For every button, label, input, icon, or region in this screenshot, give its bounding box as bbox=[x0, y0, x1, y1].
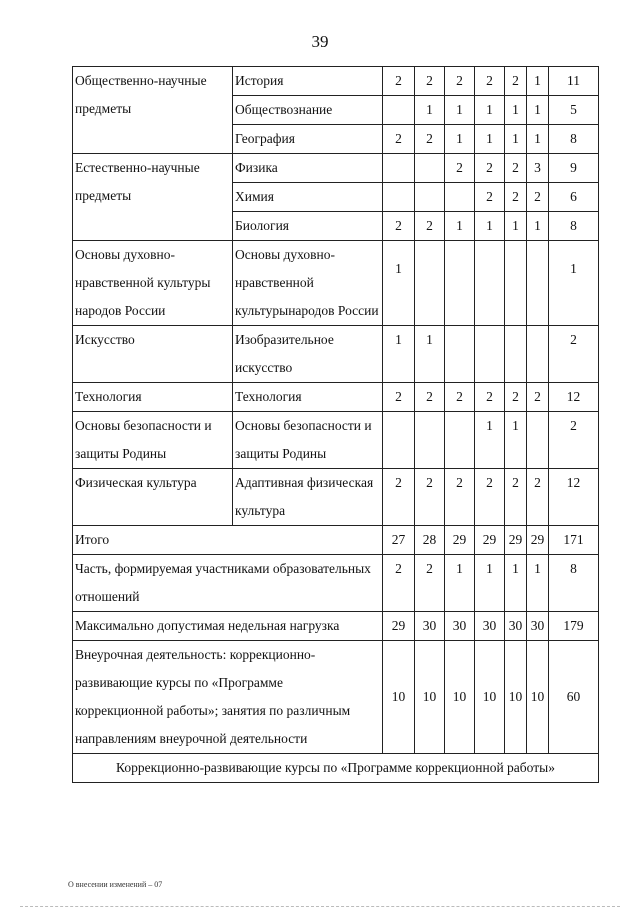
scan-artifact-line bbox=[20, 906, 620, 907]
subject-area-cell: Естественно-научные предметы bbox=[73, 154, 233, 241]
hours-cell bbox=[445, 412, 475, 469]
itogo-label: Итого bbox=[73, 526, 383, 555]
curriculum-table bbox=[72, 66, 599, 783]
hours-cell: 2 bbox=[415, 469, 445, 526]
hours-cell: 10 bbox=[527, 641, 549, 754]
total-cell: 2 bbox=[549, 412, 599, 469]
correction-courses-heading: Коррекционно-развивающие курсы по «Программе коррекционной работы» bbox=[73, 754, 599, 783]
hours-cell: 1 bbox=[475, 412, 505, 469]
hours-cell bbox=[383, 183, 415, 212]
hours-cell: 2 bbox=[383, 383, 415, 412]
footnote: О внесении изменений – 07 bbox=[68, 880, 163, 889]
hours-cell bbox=[445, 241, 475, 326]
hours-cell: 3 bbox=[527, 154, 549, 183]
hours-cell: 29 bbox=[505, 526, 527, 555]
hours-cell: 2 bbox=[475, 383, 505, 412]
hours-cell bbox=[415, 412, 445, 469]
table-row bbox=[73, 469, 599, 526]
subject-area-cell: Общественно-научные предметы bbox=[73, 67, 233, 154]
table-row bbox=[73, 154, 599, 183]
hours-cell: 2 bbox=[475, 183, 505, 212]
hours-cell: 2 bbox=[415, 555, 445, 612]
hours-cell bbox=[445, 183, 475, 212]
hours-cell: 1 bbox=[527, 67, 549, 96]
hours-cell bbox=[415, 241, 445, 326]
hours-cell: 29 bbox=[445, 526, 475, 555]
hours-cell bbox=[445, 326, 475, 383]
extracurricular-label: Внеурочная деятельность: коррекционно-развивающие курсы по «Программе коррекционной работы»; занятия по различным направлениям внеурочной деятельности bbox=[73, 641, 383, 754]
hours-cell: 2 bbox=[415, 125, 445, 154]
hours-cell: 2 bbox=[505, 183, 527, 212]
hours-cell: 2 bbox=[475, 67, 505, 96]
subject-area-cell: Основы духовно-нравственной культуры народов России bbox=[73, 241, 233, 326]
subject-cell: География bbox=[233, 125, 383, 154]
hours-cell: 2 bbox=[445, 383, 475, 412]
subject-cell: Технология bbox=[233, 383, 383, 412]
hours-cell: 1 bbox=[445, 125, 475, 154]
hours-cell: 1 bbox=[505, 555, 527, 612]
total-cell: 179 bbox=[549, 612, 599, 641]
subject-cell: Основы духовно-нравственной культурынародов России bbox=[233, 241, 383, 326]
hours-cell: 30 bbox=[475, 612, 505, 641]
hours-cell: 1 bbox=[527, 96, 549, 125]
hours-cell: 1 bbox=[475, 125, 505, 154]
hours-cell: 2 bbox=[475, 469, 505, 526]
hours-cell bbox=[383, 412, 415, 469]
hours-cell: 10 bbox=[383, 641, 415, 754]
table-row bbox=[73, 67, 599, 96]
hours-cell: 2 bbox=[527, 183, 549, 212]
table-row bbox=[73, 326, 599, 383]
hours-cell: 1 bbox=[475, 555, 505, 612]
hours-cell: 1 bbox=[445, 96, 475, 125]
total-cell: 11 bbox=[549, 67, 599, 96]
subject-area-cell: Основы безопасности и защиты Родины bbox=[73, 412, 233, 469]
hours-cell: 1 bbox=[527, 125, 549, 154]
subject-cell: Изобразительное искусство bbox=[233, 326, 383, 383]
subject-cell: Основы безопасности и защиты Родины bbox=[233, 412, 383, 469]
hours-cell: 1 bbox=[505, 125, 527, 154]
max-load-label: Максимально допустимая недельная нагрузка bbox=[73, 612, 383, 641]
hours-cell: 2 bbox=[383, 67, 415, 96]
table-row bbox=[73, 612, 599, 641]
total-cell: 171 bbox=[549, 526, 599, 555]
hours-cell: 10 bbox=[475, 641, 505, 754]
hours-cell: 2 bbox=[505, 154, 527, 183]
hours-cell bbox=[415, 183, 445, 212]
hours-cell: 2 bbox=[383, 125, 415, 154]
hours-cell: 2 bbox=[445, 67, 475, 96]
total-cell: 5 bbox=[549, 96, 599, 125]
total-cell: 12 bbox=[549, 469, 599, 526]
total-cell: 8 bbox=[549, 555, 599, 612]
table-row bbox=[73, 383, 599, 412]
hours-cell: 2 bbox=[475, 154, 505, 183]
table-row bbox=[73, 555, 599, 612]
hours-cell bbox=[383, 154, 415, 183]
hours-cell: 1 bbox=[415, 96, 445, 125]
hours-cell bbox=[415, 154, 445, 183]
hours-cell: 1 bbox=[445, 212, 475, 241]
total-cell: 60 bbox=[549, 641, 599, 754]
table-row-section bbox=[73, 754, 599, 783]
hours-cell bbox=[505, 326, 527, 383]
hours-cell: 1 bbox=[505, 96, 527, 125]
table-row bbox=[73, 412, 599, 469]
hours-cell: 2 bbox=[527, 383, 549, 412]
hours-cell: 30 bbox=[415, 612, 445, 641]
total-cell: 2 bbox=[549, 326, 599, 383]
table-row bbox=[73, 641, 599, 754]
subject-cell: Адаптивная физическая культура bbox=[233, 469, 383, 526]
total-cell: 8 bbox=[549, 212, 599, 241]
hours-cell: 2 bbox=[415, 67, 445, 96]
subject-area-cell: Физическая культура bbox=[73, 469, 233, 526]
hours-cell: 2 bbox=[415, 383, 445, 412]
page-number: 39 bbox=[311, 32, 329, 51]
hours-cell: 1 bbox=[475, 212, 505, 241]
total-cell: 9 bbox=[549, 154, 599, 183]
hours-cell: 1 bbox=[475, 96, 505, 125]
hours-cell: 30 bbox=[505, 612, 527, 641]
total-cell: 12 bbox=[549, 383, 599, 412]
hours-cell bbox=[527, 412, 549, 469]
hours-cell: 29 bbox=[475, 526, 505, 555]
hours-cell: 29 bbox=[527, 526, 549, 555]
hours-cell: 1 bbox=[527, 555, 549, 612]
hours-cell: 28 bbox=[415, 526, 445, 555]
hours-cell: 2 bbox=[445, 154, 475, 183]
hours-cell: 1 bbox=[383, 241, 415, 326]
hours-cell: 2 bbox=[383, 555, 415, 612]
subject-cell: История bbox=[233, 67, 383, 96]
hours-cell: 10 bbox=[445, 641, 475, 754]
total-cell: 1 bbox=[549, 241, 599, 326]
hours-cell: 1 bbox=[505, 212, 527, 241]
subject-area-cell: Технология bbox=[73, 383, 233, 412]
hours-cell: 10 bbox=[415, 641, 445, 754]
total-cell: 8 bbox=[549, 125, 599, 154]
hours-cell bbox=[475, 326, 505, 383]
hours-cell bbox=[505, 241, 527, 326]
subject-cell: Химия bbox=[233, 183, 383, 212]
hours-cell: 1 bbox=[505, 412, 527, 469]
hours-cell bbox=[527, 241, 549, 326]
hours-cell: 27 bbox=[383, 526, 415, 555]
hours-cell: 1 bbox=[415, 326, 445, 383]
hours-cell: 1 bbox=[383, 326, 415, 383]
hours-cell: 2 bbox=[383, 469, 415, 526]
subject-cell: Физика bbox=[233, 154, 383, 183]
part-label: Часть, формируемая участниками образовательных отношений bbox=[73, 555, 383, 612]
hours-cell: 1 bbox=[527, 212, 549, 241]
hours-cell: 2 bbox=[527, 469, 549, 526]
hours-cell: 10 bbox=[505, 641, 527, 754]
hours-cell: 29 bbox=[383, 612, 415, 641]
table-row bbox=[73, 241, 599, 326]
hours-cell bbox=[475, 241, 505, 326]
hours-cell bbox=[527, 326, 549, 383]
total-cell: 6 bbox=[549, 183, 599, 212]
subject-cell: Биология bbox=[233, 212, 383, 241]
subject-area-cell: Искусство bbox=[73, 326, 233, 383]
hours-cell: 2 bbox=[383, 212, 415, 241]
hours-cell: 30 bbox=[445, 612, 475, 641]
hours-cell bbox=[383, 96, 415, 125]
hours-cell: 2 bbox=[505, 469, 527, 526]
table-row-total bbox=[73, 526, 599, 555]
hours-cell: 2 bbox=[505, 383, 527, 412]
hours-cell: 30 bbox=[527, 612, 549, 641]
hours-cell: 1 bbox=[445, 555, 475, 612]
subject-cell: Обществознание bbox=[233, 96, 383, 125]
hours-cell: 2 bbox=[445, 469, 475, 526]
hours-cell: 2 bbox=[505, 67, 527, 96]
hours-cell: 2 bbox=[415, 212, 445, 241]
